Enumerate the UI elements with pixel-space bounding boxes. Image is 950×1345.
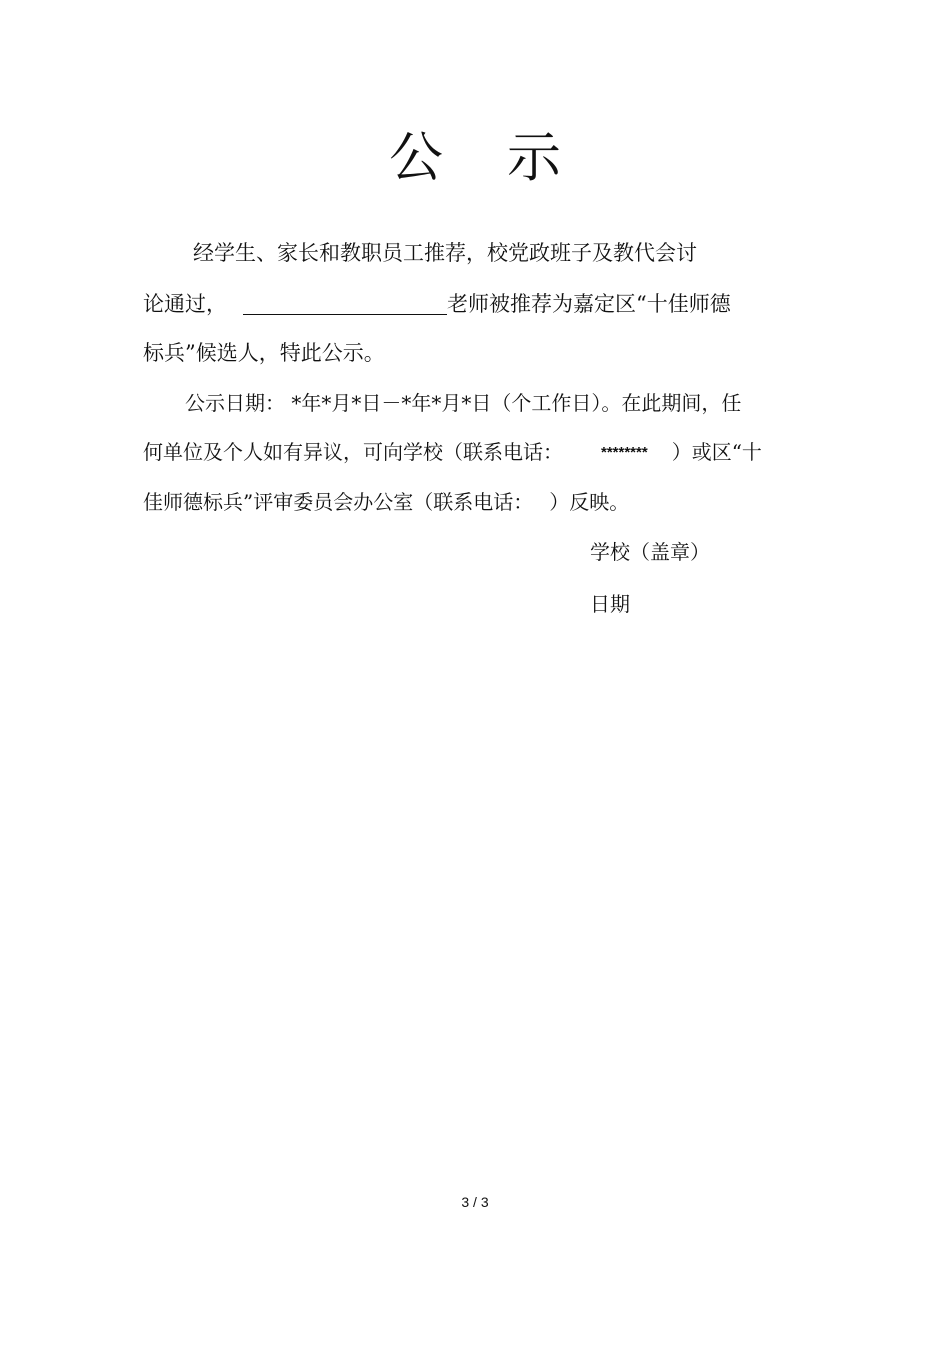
- title-char-2: 示: [507, 126, 561, 189]
- signature-school-seal: 学校（盖章）: [590, 540, 710, 564]
- signature-date: 日期: [590, 592, 630, 616]
- paragraph-2-line-3: [143, 487, 629, 517]
- paragraph-1-line-3: 标兵”候选人，特此公示。: [143, 341, 385, 365]
- paragraph-2-line-1: 公示日期： *年*月*日－*年*月*日（个工作日）。在此期间，任: [185, 391, 742, 415]
- page-title: [0, 122, 950, 194]
- paragraph-2-line-3-end: ）反映。: [549, 490, 630, 514]
- paragraph-2-line-2-start: 何单位及个人如有异议，可向学校（联系电话：: [143, 440, 563, 464]
- paragraph-1-line-2-start: 论通过，: [143, 292, 227, 316]
- paragraph-2-line-2: [143, 437, 762, 468]
- page-number: 3 / 3: [461, 1194, 489, 1210]
- paragraph-2-line-2-end: ）或区“十: [671, 440, 762, 464]
- name-blank-field: [243, 292, 447, 315]
- contact-phone-school: ********: [601, 444, 648, 461]
- title-char-1: 公: [389, 126, 443, 189]
- paragraph-1-line-2: [143, 289, 731, 319]
- paragraph-2-line-3-start: 佳师德标兵”评审委员会办公室（联系电话：: [143, 490, 534, 514]
- paragraph-1-line-1: 经学生、家长和教职员工推荐，校党政班子及教代会讨: [193, 241, 697, 265]
- paragraph-1-line-2-end: 老师被推荐为嘉定区“十佳师德: [447, 292, 731, 316]
